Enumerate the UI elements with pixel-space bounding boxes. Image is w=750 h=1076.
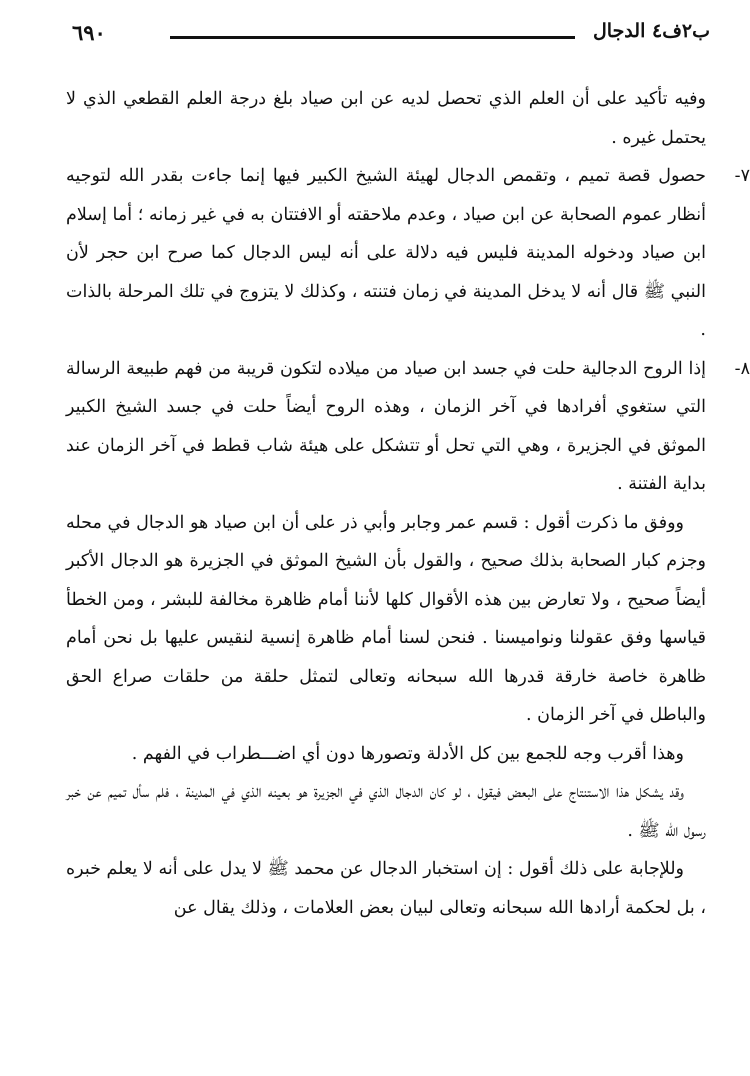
page-body [66, 80, 750, 927]
intro-paragraph: وفيه تأكيد على أن العلم الذي تحصل لديه عن ابن صياد بلغ درجة العلم القطعي الذي لا يحتمل غيره . [66, 89, 706, 148]
page-number: ٦٩٠ [72, 20, 106, 45]
item-number: ٨- [734, 358, 750, 379]
paragraph: وقد يشكل هذا الاستنتاج على البعض فيقول ، لو كان الدجال الذي في الجزيرة هو بعينه الذي في المدينة ، فلم سأل تميم عن خبر رسول الله ﷺ . [66, 782, 706, 841]
item-text: إذا الروح الدجالية حلت في جسد ابن صياد من ميلاده لتكون قريبة من فهم طبيعة الرسالة التي ستغوي أفرادها في آخر الزمان ، وهذه الروح أيضاً حلت في جسد الشيخ الكبير الموثق في الجزيرة ، وهي التي تحل أو تتشكل على هيئة شاب قطط في آخر الزمان عند بداية الفتنة . [66, 358, 706, 494]
paragraph: وللإجابة على ذلك أقول : إن استخبار الدجال عن محمد ﷺ لا يدل على أنه لا يعلم خبره ، بل لحكمة أرادها الله سبحانه وتعالى لبيان بعض العلامات ، وذلك يقال عن [66, 859, 706, 918]
numbered-item-8 [66, 350, 750, 504]
numbered-item-7 [66, 157, 750, 350]
chapter-title: ب٢ف٤ الدجال [592, 20, 710, 42]
paragraph: ووفق ما ذكرت أقول : قسم عمر وجابر وأبي ذر على أن ابن صياد هو الدجال في محله وجزم كبار الصحابة بذلك صحيح ، والقول بأن الشيخ الموثق في الجزيرة هو الدجال الأكبر أيضاً صحيح ، ولا تعارض بين هذه الأقوال كلها لأننا أمام ظاهرة مخالفة للبشر ، ومن الخطأ قياسها وفق عقولنا ونواميسنا . فنحن لسنا أمام ظاهرة إنسية لنقيس عليها بل نحن أمام ظاهرة خاصة خارقة قدرها الله سبحانه وتعالى لتمثل حلقة من حلقات صراع الحق والباطل في آخر الزمان . [66, 512, 706, 725]
page-header [60, 14, 710, 54]
item-number: ٧- [734, 166, 750, 186]
item-text: حصول قصة تميم ، وتقمص الدجال لهيئة الشيخ الكبير فيها إنما جاءت بقدر الله لتوجيه أنظار عموم الصحابة عن ابن صياد ، وعدم ملاحقته أو الافتتان به في غير زمانه ؛ أما إسلام ابن صياد ودخوله المدينة فليس فيه دلالة على أنه ليس الدجال كما صرح ابن حجر لأن النبي ﷺ قال أنه لا يدخل المدينة في زمان فتنته ، وكذلك لا يتزوج في تلك المرحلة بالذات . [66, 166, 706, 340]
paragraph: وهذا أقرب وجه للجمع بين كل الأدلة وتصورها دون أي اضـــطراب في الفهم . [131, 743, 684, 764]
header-rule [170, 36, 575, 39]
